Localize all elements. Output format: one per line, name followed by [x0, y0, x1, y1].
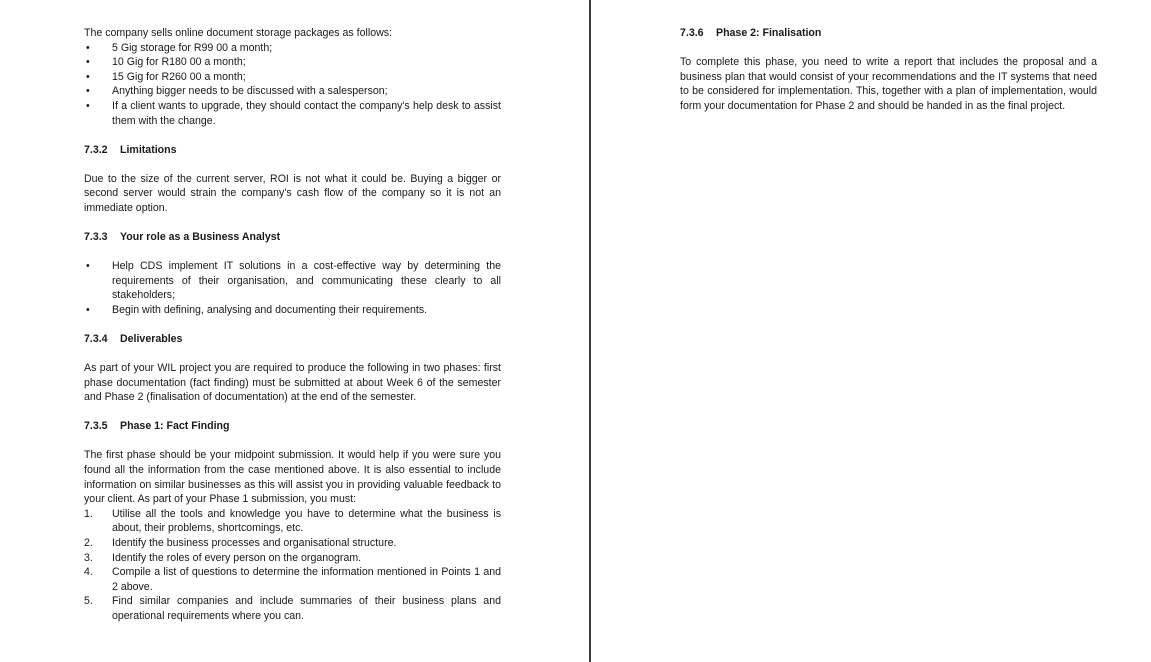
- section-title: Deliverables: [120, 333, 183, 345]
- packages-intro: The company sells online document storage packages as follows:: [84, 27, 392, 39]
- bullet-icon: •: [86, 41, 90, 54]
- section-title: Phase 2: Finalisation: [716, 27, 822, 39]
- list-item: 1. Utilise all the tools and knowledge you have to determine what the business is about, their problems, shortcomings, etc.: [84, 507, 501, 535]
- list-item: 3. Identify the roles of every person on the organogram.: [84, 551, 362, 564]
- section-number: 7.3.6: [680, 27, 704, 39]
- section-heading-limitations: [84, 143, 501, 158]
- list-item: • Help CDS implement IT solutions in a cost-effective way by determining the requirements of their organisation, and communicating these clearly to all stakeholders;: [86, 260, 501, 302]
- bullet-icon: •: [86, 70, 90, 83]
- section-number: 7.3.2: [84, 143, 108, 156]
- bullet-icon: •: [86, 303, 90, 316]
- section-heading-role: [84, 230, 501, 245]
- phase2-body: To complete this phase, you need to write a report that includes the proposal and a business plan that would consist of your recommendations and the IT systems that need to be considered for implementation. This, together with a plan of implementation, would form your documentation for Phase 2 and should be handed in as the final project.: [680, 56, 1097, 112]
- phase1-steps: [84, 507, 501, 624]
- packages-list: [84, 41, 501, 129]
- section-number: 7.3.5: [84, 420, 108, 433]
- right-page-content: [680, 26, 1097, 113]
- list-item: • 15 Gig for R260 00 a month;: [86, 70, 246, 83]
- list-item: 2. Identify the business processes and organisational structure.: [84, 537, 397, 550]
- limitations-body: Due to the size of the current server, ROI is not what it could be. Buying a bigger or second server would strain the company's cash flow of the company so it is not an immediate option.: [84, 172, 501, 214]
- step-number: 5.: [84, 595, 93, 608]
- phase1-body: The first phase should be your midpoint submission. It would help if you were sure you found all the information from the case mentioned above. It is also essential to include information on similar businesses as this will assist you in providing valuable feedback to your client. As part of your Phase 1 submission, you must:: [84, 449, 501, 506]
- section-title: Your role as a Business Analyst: [120, 231, 281, 244]
- left-page-content: [84, 26, 501, 624]
- step-number: 2.: [84, 537, 93, 550]
- section-title: Phase 1: Fact Finding: [120, 420, 230, 433]
- section-heading-phase1: [84, 419, 501, 434]
- list-item: • 5 Gig storage for R99 00 a month;: [86, 41, 273, 54]
- step-number: 3.: [84, 551, 93, 564]
- section-heading-phase2: [680, 26, 1097, 41]
- step-number: 1.: [84, 507, 93, 520]
- section-heading-deliverables: [84, 332, 501, 347]
- step-number: 4.: [84, 566, 93, 579]
- list-item: • 10 Gig for R180 00 a month;: [86, 56, 246, 69]
- list-item: • Anything bigger needs to be discussed with a salesperson;: [86, 85, 388, 98]
- right-page: [591, 0, 1151, 662]
- role-list: [84, 259, 501, 317]
- section-number: 7.3.3: [84, 231, 108, 244]
- bullet-icon: •: [86, 56, 90, 69]
- list-item: • If a client wants to upgrade, they should contact the company's help desk to assist them with the change.: [86, 99, 501, 127]
- deliverables-body: As part of your WIL project you are required to produce the following in two phases: first phase documentation (fact finding) must be submitted at about Week 6 of the semester and Phase 2 (finalisation of documentation) at the end of the semester.: [84, 362, 501, 404]
- list-item: 4. Compile a list of questions to determine the information mentioned in Points 1 and 2 above.: [84, 566, 501, 593]
- list-item: • Begin with defining, analysing and documenting their requirements.: [86, 303, 428, 316]
- bullet-icon: •: [86, 99, 90, 112]
- section-title: Limitations: [120, 143, 177, 156]
- list-item: 5. Find similar companies and include summaries of their business plans and operational requirements where you can.: [84, 595, 501, 622]
- bullet-icon: •: [86, 85, 90, 98]
- bullet-icon: •: [86, 260, 90, 273]
- section-number: 7.3.4: [84, 333, 108, 345]
